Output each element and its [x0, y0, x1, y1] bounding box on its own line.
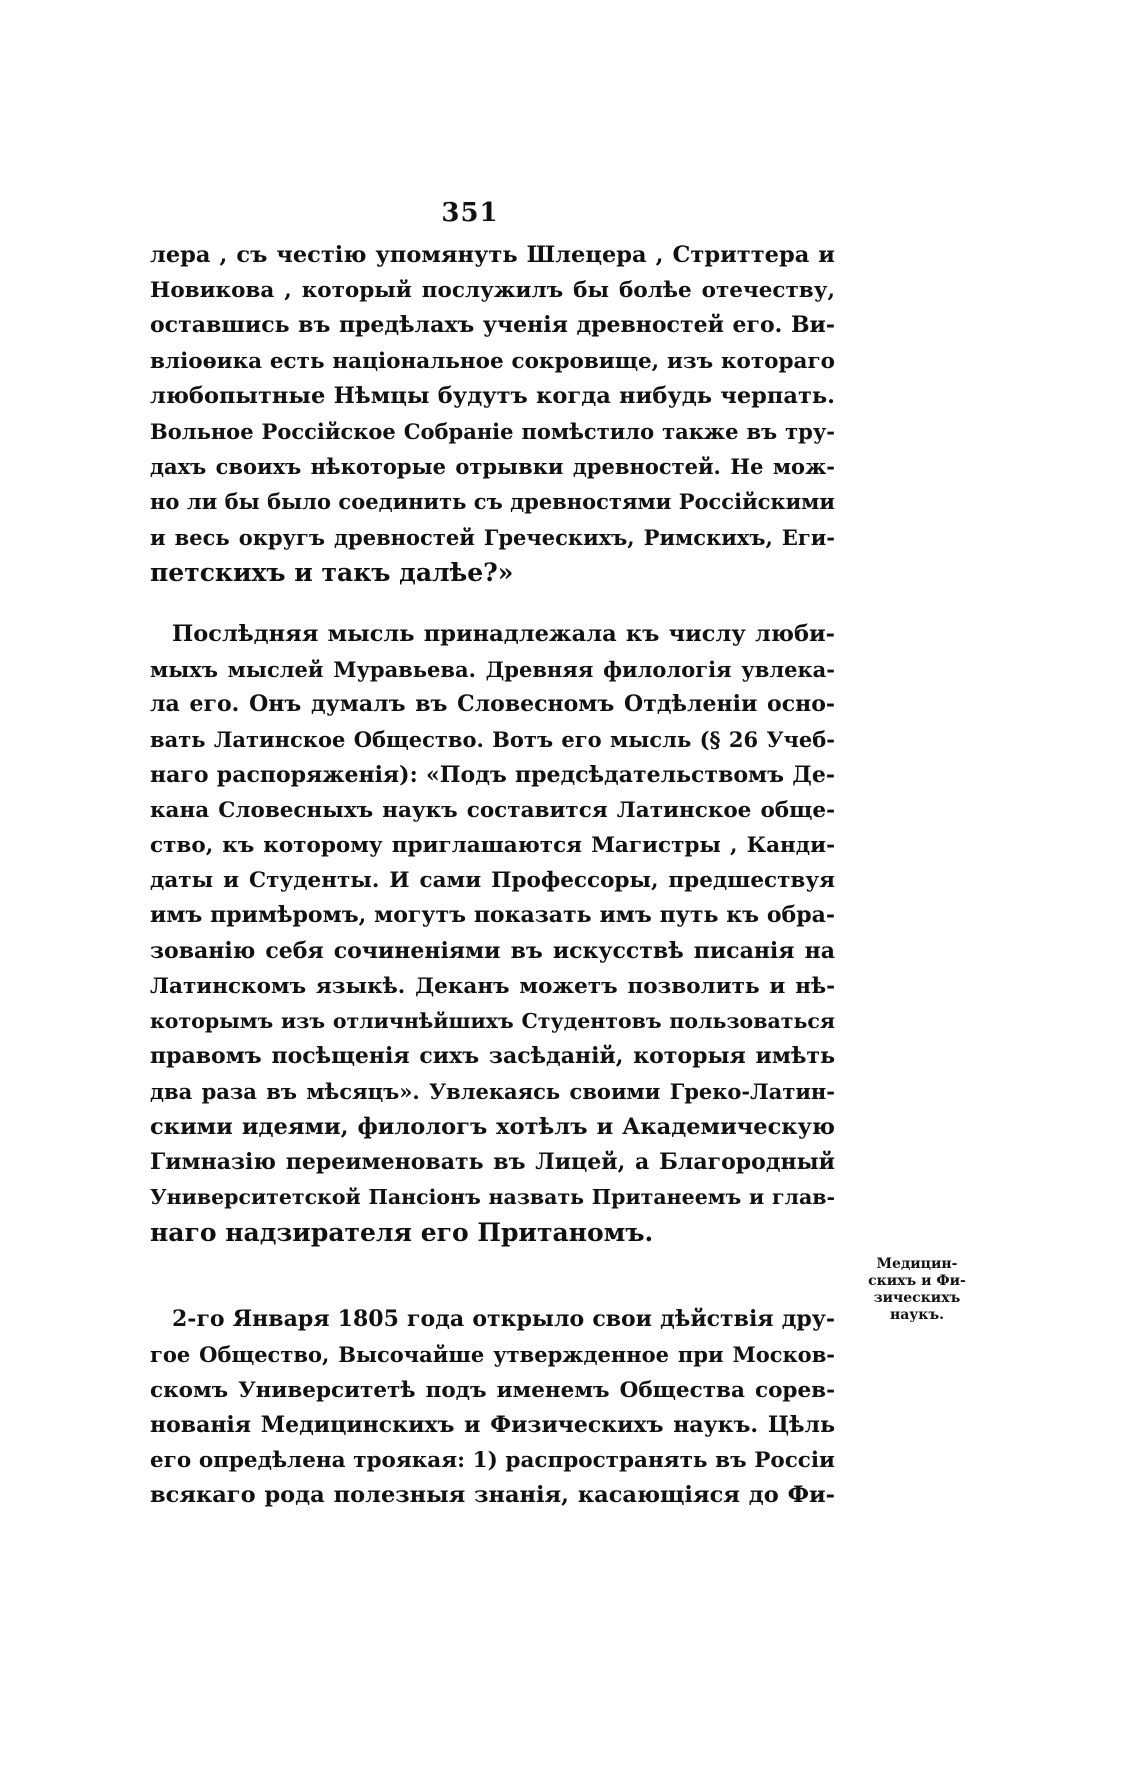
paragraph-1 — [150, 238, 835, 590]
text-line: всякаго рода полезныя знанія, касающіяся до Фи- — [150, 1482, 835, 1509]
text-line: правомъ посѣщенія сихъ засѣданій, которыя имѣть — [150, 1043, 835, 1070]
text-line: вать Латинское Общество. Вотъ его мысль (§ 26 Учеб- — [150, 727, 835, 753]
text-line: гое Общество, Высочайше утвержденное при Москов- — [150, 1342, 835, 1368]
text-line: наго надзирателя его Пританомъ. — [150, 1218, 654, 1248]
text-line: Послѣдняя мысль принадлежала къ числу люби- — [172, 620, 835, 647]
paragraph-2 — [150, 617, 835, 1250]
text-line: но ли бы было соединить съ древностями Россійскими — [150, 489, 835, 515]
text-line: даты и Студенты. И сами Профессоры, предшествуя — [150, 868, 835, 894]
text-line: вліоѳика есть національное сокровище, изъ котораго — [150, 348, 835, 374]
paragraph-3 — [150, 1302, 835, 1513]
margin-note-line: наукъ. — [889, 1307, 944, 1323]
text-line: Латинскомъ языкѣ. Деканъ можетъ позволить и нѣ- — [150, 973, 835, 999]
text-line: любопытные Нѣмцы будутъ когда нибудь черпать. — [150, 382, 835, 409]
text-line: 2-го Января 1805 года открыло свои дѣйствія дру- — [172, 1306, 835, 1333]
text-line: скомъ Университетѣ подъ именемъ Общества сорев- — [150, 1377, 835, 1403]
text-line: его опредѣлена троякая: 1) распространять въ Россіи — [150, 1448, 835, 1473]
text-line: мыхъ мыслей Муравьева. Древняя филологія увлека- — [150, 657, 835, 683]
text-line: скими идеями, филологъ хотѣлъ и Академическую — [150, 1113, 835, 1140]
text-line: дахъ своихъ нѣкоторые отрывки древностей. Не мож- — [150, 454, 835, 480]
text-line: Новикова , который послужилъ бы болѣе отечеству, — [150, 278, 835, 304]
page-number: 351 — [441, 198, 499, 228]
text-line: лера , съ честію упомянуть Шлецера , Стриттера и — [150, 242, 835, 268]
text-line: нованія Медицинскихъ и Физическихъ наукъ. Цѣль — [150, 1411, 835, 1438]
margin-note-line: зическихъ — [873, 1290, 961, 1306]
text-line: Вольное Россійское Собраніе помѣстило также въ тру- — [150, 418, 835, 444]
text-line: Университетской Пансіонъ назвать Пританеемъ и глав- — [150, 1184, 835, 1209]
text-line: которымъ изъ отличнѣйшихъ Студентовъ пользоваться — [150, 1008, 835, 1033]
text-line: зованію себя сочиненіями въ искусствѣ писанія на — [150, 937, 835, 964]
margin-note-line: скихъ и Фи- — [868, 1273, 966, 1289]
main-text-column — [150, 238, 835, 1513]
text-line: Гимназію переименовать въ Лицей, а Благородный — [150, 1148, 835, 1175]
text-line: ла его. Онъ думалъ въ Словесномъ Отдѣленіи осно- — [150, 691, 835, 718]
text-line: петскихъ и такъ далѣе?» — [150, 557, 514, 587]
text-line: кана Словесныхъ наукъ составится Латинское обще- — [150, 797, 835, 823]
text-line: имъ примѣромъ, могутъ показать имъ путь къ обра- — [150, 902, 835, 929]
margin-note-line: Медицин- — [876, 1256, 958, 1272]
text-line: ство, къ которому приглашаются Магистры , Канди- — [150, 833, 835, 858]
text-line: два раза въ мѣсяцъ». Увлекаясь своими Греко-Латин- — [150, 1079, 835, 1105]
text-line: оставшись въ предѣлахъ ученія древностей его. Ви- — [150, 312, 835, 339]
text-line: и весь округъ древностей Греческихъ, Римскихъ, Еги- — [150, 524, 835, 550]
text-line: наго распоряженія): «Подъ предсѣдательствомъ Де- — [150, 761, 835, 788]
margin-note — [862, 1256, 972, 1324]
